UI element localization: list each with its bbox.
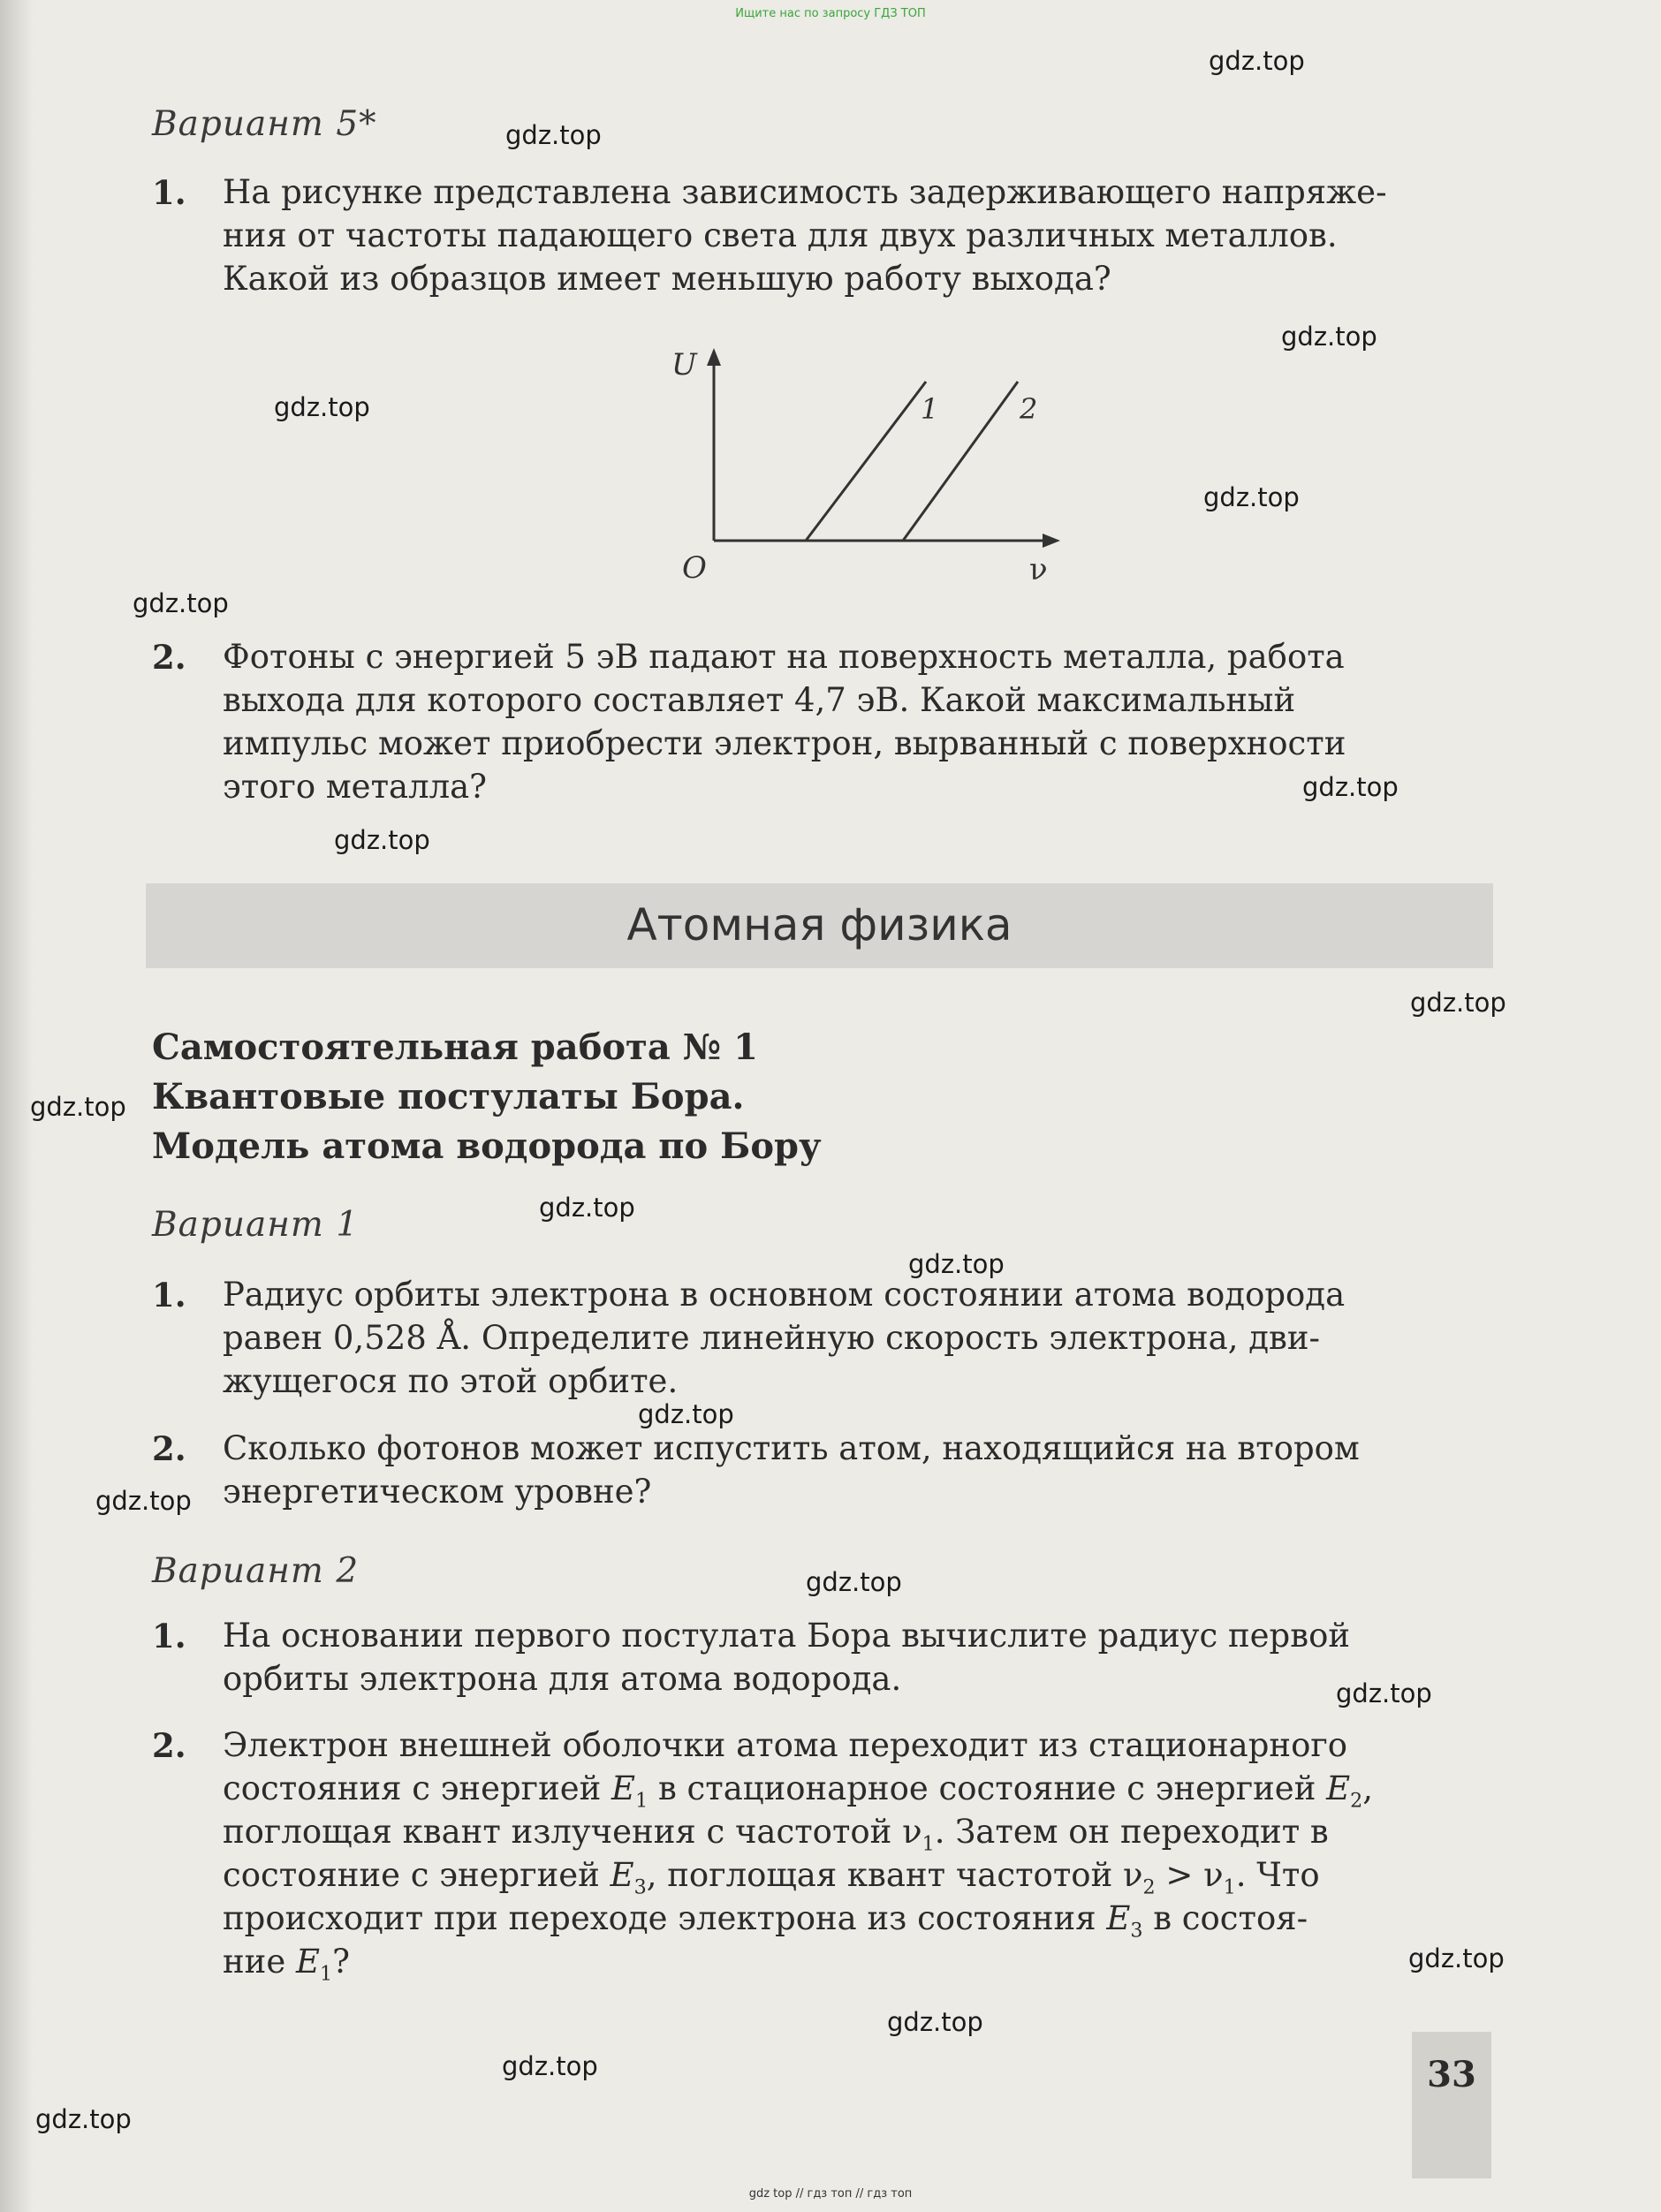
y-axis-arrow — [707, 348, 721, 366]
watermark: gdz.top — [505, 120, 602, 150]
variant1-task1-number: 1. — [152, 1276, 186, 1314]
variant2-task2-line5: происходит при переходе электрона из состояния $E_3$ в состоя- — [223, 1899, 1308, 1943]
variant2-task2-line2: состояния с энергией $E_1$ в стационарное состояние с энергией $E_2$, — [223, 1769, 1374, 1813]
variant1-task2-line2: энергетическом уровне? — [223, 1473, 652, 1511]
x-axis-label: ν — [1029, 552, 1048, 587]
variant5-task2-line4: этого металла? — [223, 768, 487, 806]
watermark: gdz.top — [887, 2007, 983, 2037]
variant5-task1-line1: На рисунке представлена зависимость задерживающего напряже- — [223, 173, 1387, 211]
variant5-title: Вариант 5* — [152, 104, 377, 144]
variant5-task2-number: 2. — [152, 638, 186, 677]
page-number: 33 — [1427, 2054, 1476, 2095]
watermark: gdz.top — [133, 588, 229, 618]
line1-label: 1 — [921, 392, 939, 426]
watermark: gdz.top — [35, 2104, 132, 2134]
watermark: gdz.top — [334, 825, 430, 855]
variant5-task1-number: 1. — [152, 173, 186, 212]
y-axis-label: U — [671, 347, 697, 383]
variant2-task2-line4: состояние с энергией $E_3$, поглощая квант частотой $\nu_2 > \nu_1$. Что — [223, 1856, 1320, 1899]
variant5-task2-line2: выхода для которого составляет 4,7 эВ. Какой максимальный — [223, 681, 1296, 719]
variant2-title: Вариант 2 — [152, 1551, 360, 1591]
variant2-task2-line6: ние $E_1$? — [223, 1943, 350, 1986]
page-edge-shadow — [0, 0, 34, 2212]
watermark: gdz.top — [539, 1193, 635, 1223]
work-heading-line2: Квантовые постулаты Бора. — [152, 1076, 745, 1117]
bottom-banner: gdz top // гдз топ // гдз топ — [748, 2187, 913, 2201]
variant2-task1-line1: На основании первого постулата Бора вычислите радиус первой — [223, 1617, 1351, 1655]
graph-line-1 — [806, 382, 926, 541]
variant1-task2-line1: Сколько фотонов может испустить атом, находящийся на втором — [223, 1429, 1360, 1467]
watermark: gdz.top — [502, 2051, 598, 2081]
variant5-task1-line3: Какой из образцов имеет меньшую работу выхода? — [223, 260, 1111, 298]
variant1-task1-line2: равен 0,528 Å. Определите линейную скорость электрона, дви- — [223, 1319, 1321, 1357]
watermark: gdz.top — [1302, 772, 1399, 802]
watermark: gdz.top — [1209, 46, 1305, 76]
variant2-task1-number: 1. — [152, 1617, 186, 1655]
variant1-task1-line3: жущегося по этой орбите. — [223, 1362, 679, 1400]
watermark: gdz.top — [1408, 1943, 1505, 1973]
work-heading-line1: Самостоятельная работа № 1 — [152, 1026, 758, 1068]
watermark: gdz.top — [908, 1249, 1005, 1279]
watermark: gdz.top — [274, 392, 370, 422]
voltage-frequency-graph — [654, 345, 1060, 592]
variant2-task1-line2: орбиты электрона для атома водорода. — [223, 1660, 902, 1698]
variant1-task2-number: 2. — [152, 1429, 186, 1468]
x-axis-arrow — [1043, 534, 1060, 548]
watermark: gdz.top — [30, 1092, 126, 1122]
watermark: gdz.top — [806, 1567, 902, 1597]
watermark: gdz.top — [1281, 322, 1377, 352]
variant5-task1-line2: ния от частоты падающего света для двух различных металлов. — [223, 216, 1338, 254]
watermark: gdz.top — [1410, 988, 1506, 1018]
variant2-task2-line1: Электрон внешней оболочки атома переходит из стационарного — [223, 1726, 1348, 1764]
section-title: Атомная физика — [626, 899, 1013, 951]
variant1-title: Вариант 1 — [152, 1205, 360, 1245]
variant1-task1-line1: Радиус орбиты электрона в основном состоянии атома водорода — [223, 1276, 1346, 1314]
watermark: gdz.top — [1336, 1678, 1432, 1708]
watermark: gdz.top — [95, 1486, 192, 1516]
variant5-task2-line1: Фотоны с энергией 5 эВ падают на поверхность металла, работа — [223, 638, 1345, 676]
watermark: gdz.top — [638, 1399, 734, 1429]
variant2-task2-number: 2. — [152, 1726, 186, 1765]
watermark: gdz.top — [1203, 482, 1300, 512]
top-banner: Ищите нас по запросу ГДЗ ТОП — [735, 7, 926, 20]
variant5-task2-line3: импульс может приобрести электрон, вырванный с поверхности — [223, 724, 1346, 762]
line2-label: 2 — [1020, 392, 1038, 426]
variant2-task2-line3: поглощая квант излучения с частотой $\nu_1$. Затем он переходит в — [223, 1813, 1329, 1856]
origin-label: O — [682, 550, 707, 586]
work-heading-line3: Модель атома водорода по Бору — [152, 1125, 822, 1167]
